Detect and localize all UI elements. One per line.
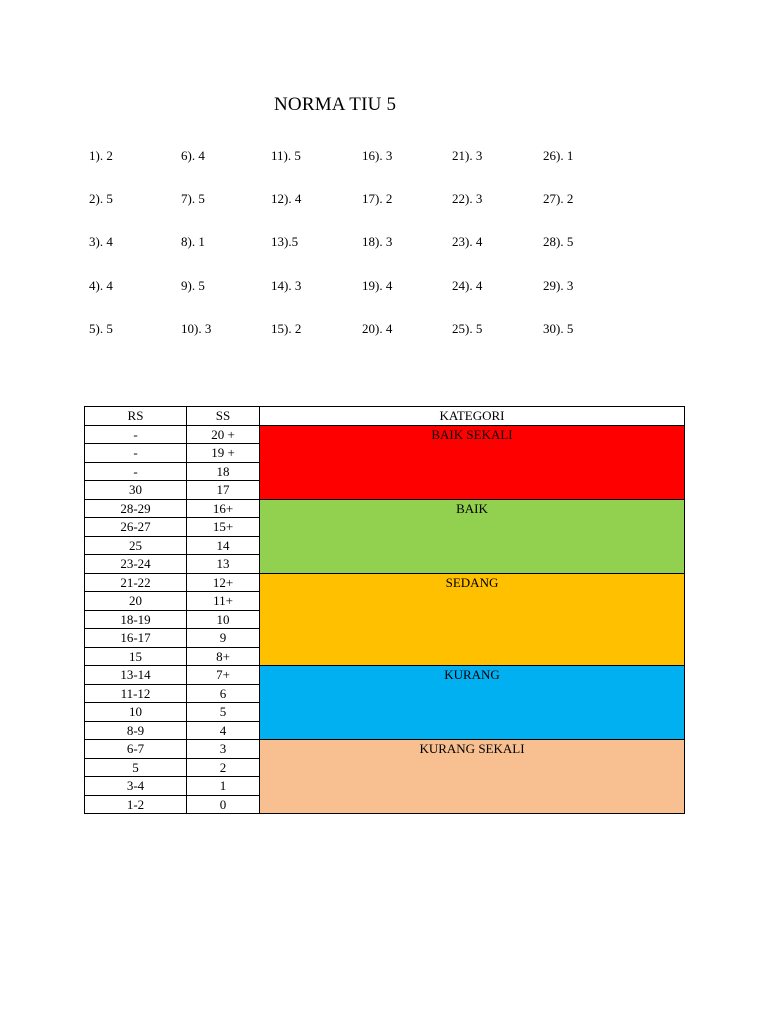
cell-ss: 4	[187, 721, 260, 740]
answer-item: 25). 5	[452, 321, 483, 336]
cell-rs: 25	[85, 536, 187, 555]
cell-rs: 5	[85, 758, 187, 777]
answer-item: 9). 5	[181, 278, 205, 293]
cell-rs: 28-29	[85, 499, 187, 518]
answer-item: 18). 3	[362, 234, 393, 249]
cell-rs: 21-22	[85, 573, 187, 592]
answer-item: 24). 4	[452, 278, 483, 293]
table-row	[85, 499, 685, 518]
cell-rs: 20	[85, 592, 187, 611]
cell-ss: 15+	[187, 518, 260, 537]
answer-item: 19). 4	[362, 278, 393, 293]
answer-item: 17). 2	[362, 191, 393, 206]
cell-rs: 3-4	[85, 777, 187, 796]
answer-item: 14). 3	[271, 278, 302, 293]
cell-rs: 30	[85, 481, 187, 500]
answer-item: 28). 5	[543, 234, 574, 249]
cell-rs: 10	[85, 703, 187, 722]
cell-rs: -	[85, 462, 187, 481]
cell-rs: 18-19	[85, 610, 187, 629]
cell-ss: 7+	[187, 666, 260, 685]
cell-rs: 15	[85, 647, 187, 666]
answer-item: 6). 4	[181, 148, 205, 163]
category-cell: BAIK SEKALI	[260, 425, 685, 499]
cell-ss: 5	[187, 703, 260, 722]
cell-ss: 10	[187, 610, 260, 629]
category-cell: BAIK	[260, 499, 685, 573]
answer-item: 20). 4	[362, 321, 393, 336]
cell-ss: 9	[187, 629, 260, 648]
answer-item: 12). 4	[271, 191, 302, 206]
table-header-row	[85, 407, 685, 426]
answer-item: 30). 5	[543, 321, 574, 336]
answer-item: 23). 4	[452, 234, 483, 249]
cell-ss: 1	[187, 777, 260, 796]
cell-rs: 23-24	[85, 555, 187, 574]
answer-item: 11). 5	[271, 148, 301, 163]
answer-item: 7). 5	[181, 191, 205, 206]
answer-item: 22). 3	[452, 191, 483, 206]
cell-ss: 2	[187, 758, 260, 777]
answer-item: 21). 3	[452, 148, 483, 163]
header-kategori: KATEGORI	[260, 407, 685, 426]
table-row	[85, 425, 685, 444]
cell-ss: 12+	[187, 573, 260, 592]
cell-rs: -	[85, 425, 187, 444]
cell-rs: 11-12	[85, 684, 187, 703]
cell-rs: 13-14	[85, 666, 187, 685]
cell-ss: 11+	[187, 592, 260, 611]
cell-ss: 19 +	[187, 444, 260, 463]
cell-ss: 13	[187, 555, 260, 574]
cell-ss: 20 +	[187, 425, 260, 444]
cell-ss: 0	[187, 795, 260, 814]
table-row	[85, 666, 685, 685]
cell-rs: 16-17	[85, 629, 187, 648]
answer-item: 26). 1	[543, 148, 574, 163]
cell-ss: 16+	[187, 499, 260, 518]
cell-ss: 3	[187, 740, 260, 759]
answer-item: 29). 3	[543, 278, 574, 293]
header-rs: RS	[85, 407, 187, 426]
cell-rs: 1-2	[85, 795, 187, 814]
cell-ss: 18	[187, 462, 260, 481]
category-cell: KURANG	[260, 666, 685, 740]
answer-item: 1). 2	[89, 148, 113, 163]
norma-table	[84, 406, 685, 814]
category-cell: SEDANG	[260, 573, 685, 666]
answer-item: 15). 2	[271, 321, 302, 336]
table-row	[85, 740, 685, 759]
cell-ss: 8+	[187, 647, 260, 666]
answer-item: 16). 3	[362, 148, 393, 163]
answer-item: 3). 4	[89, 234, 113, 249]
page-title: NORMA TIU 5	[274, 94, 397, 115]
cell-rs: -	[85, 444, 187, 463]
answer-item: 8). 1	[181, 234, 205, 249]
header-ss: SS	[187, 407, 260, 426]
answer-item: 2). 5	[89, 191, 113, 206]
cell-ss: 6	[187, 684, 260, 703]
table-row	[85, 573, 685, 592]
answer-item: 10). 3	[181, 321, 212, 336]
cell-ss: 17	[187, 481, 260, 500]
answer-item: 4). 4	[89, 278, 113, 293]
cell-rs: 26-27	[85, 518, 187, 537]
cell-rs: 8-9	[85, 721, 187, 740]
cell-ss: 14	[187, 536, 260, 555]
category-cell: KURANG SEKALI	[260, 740, 685, 814]
answer-item: 27). 2	[543, 191, 574, 206]
answer-item: 13).5	[271, 234, 299, 249]
cell-rs: 6-7	[85, 740, 187, 759]
answer-item: 5). 5	[89, 321, 113, 336]
